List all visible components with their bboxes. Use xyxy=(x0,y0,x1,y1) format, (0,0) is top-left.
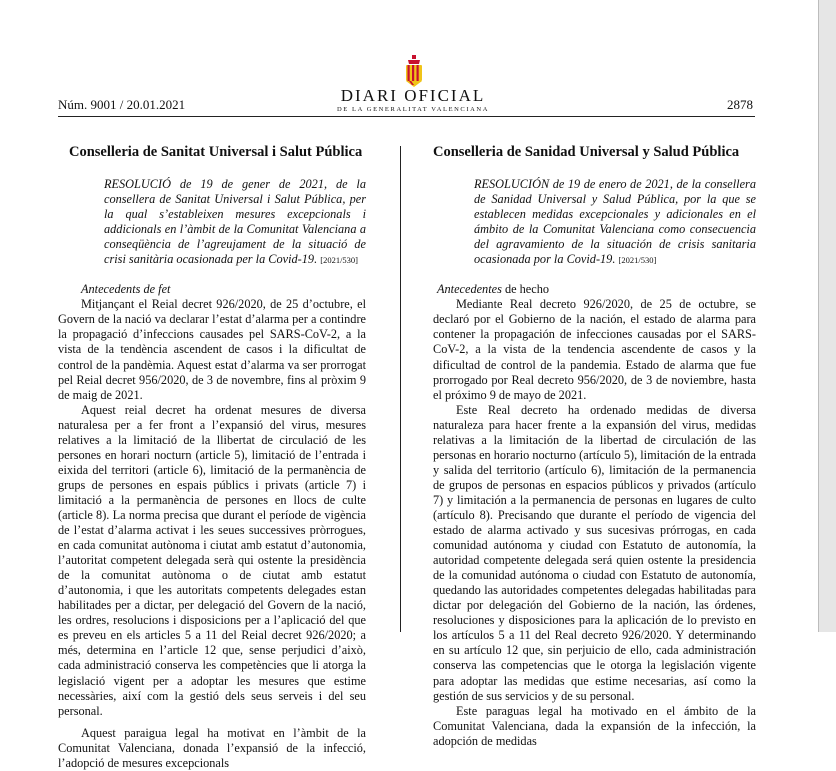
paragraph: Mitjançant el Reial decret 926/2020, de 25 d’octubre, el Govern de la nació va declarar l’estat d’alarma per a contindre la propagació d’infeccions causades pel SARS-CoV-2, a la vista de la tendència ascendent de casos i la dificultat de control de la pandèmia. Aquest estat d’alarma va ser prorrogat pel Reial decret 956/2020, de 3 de novembre, fins al pròxim 9 de maig de 2021. xyxy=(58,297,366,402)
department-title: Conselleria de Sanitat Universal i Salut Pública xyxy=(69,144,363,160)
department-title: Conselleria de Sanidad Universal y Salud Pública xyxy=(433,144,740,160)
gazette-title: DIARI OFICIAL xyxy=(340,86,486,105)
page-number: 2878 xyxy=(727,97,753,112)
section-title-italic: Antecedentes xyxy=(437,282,502,297)
resolution-summary xyxy=(474,177,756,268)
resolution-summary xyxy=(104,177,366,268)
right-column xyxy=(433,140,756,749)
section-title: Antecedents de fet xyxy=(81,282,171,297)
resolution-text: RESOLUCIÓN de 19 de enero de 2021, de la consellera de Sanidad Universal y Salud Pública, por la que se establecen medidas excepcionales y adicionales en el ámbito de la Comunitat Valenciana como consecuencia del agravamiento de la situación de crisis sanitaria ocasionada por la Covid-19. xyxy=(474,177,756,267)
section-title xyxy=(437,282,756,297)
viewer-background xyxy=(819,0,836,632)
generalitat-emblem-icon xyxy=(403,55,425,87)
paragraph: Aquest reial decret ha ordenat mesures de diversa naturalesa per a fer front a l’expansió del virus, mesures relatives a la limitació de la llibertat de circulació de les persones en horari nocturn (article 5), limitació de l’entrada i eixida del territori (article 6), limitació de la permanència de grups de persones en espais públics i privats (article 7) i limitació a la permanència de persones en llocs de culte (article 8). La norma precisa que durant el període de vigència de l’estat d’alarma activat i les seues successives pròrrogues, en cada comunitat autònoma i ciutat amb estatut d’autonomia, l’autoritat competent delegada serà qui ostente la presidència de la comunitat autònoma o de ciutat amb estatut d’autonomia, i que les autoritats competents delegades estan habilitades per a dictar, per delegació del Govern de la nació, les ordres, resolucions i disposicions per a l’aplicació del que es preveu en els articles 5 a 11 del Reial decret 926/2020; a més, determina en l’article 12 que, sense perjudici d’això, cada administració conserva les competències que li atorga la legislació vigent per a adoptar les mesures que estime necessàries, així com la gestió dels seus serveis i del seu personal. xyxy=(58,402,366,718)
paragraph-gap xyxy=(58,719,366,726)
header-rule xyxy=(58,116,755,117)
paragraph: Este Real decreto ha ordenado medidas de diversa naturaleza para hacer frente a la expansión del virus, medidas relativas a la limitación de la libertad de circulación de las personas en horario nocturno (artículo 5), limitación de la entrada y salida del territorio (artículo 6), limitación de la permanencia de grupos de personas en espacios públicos y privados (artículo 7) y limitación a la permanencia de personas en lugares de culto (artículo 8). Precisando que durante el período de vigencia del estado de alarma activado y sus sucesivas prórrogas, en cada comunidad autónoma y ciudad con Estatuto de autonomía, la autoridad competente delegada será quien ostente la presidencia de la comunidad autónoma o ciudad con Estatuto de autonomía, quedando las autoridades competentes delegadas habilitadas para dictar por delegación del Gobierno de la nación, las órdenes, resoluciones y disposiciones para la aplicación de lo previsto en los artículos 5 a 11 del Real decreto 926/2020. Y determinando en su artículo 12 que, sin perjuicio de ello, cada administración conserva las competencias que le otorga la legislación vigente para adoptar las medidas que estime necesarias, así como la gestión de sus servicios y de su personal. xyxy=(433,402,757,703)
resolution-text: RESOLUCIÓ de 19 de gener de 2021, de la consellera de Sanitat Universal i Salut Pública, per la qual s’estableixen mesures excepcionals i addicionals en l’àmbit de la Comunitat Valenciana a conseqüència de l’agreujament de la situació de crisi sanitària ocasionada per la Covid-19. xyxy=(104,177,366,267)
resolution-ref: [2021/530] xyxy=(618,255,657,266)
paragraph: Aquest paraigua legal ha motivat en l’àmbit de la Comunitat Valenciana, donada l’expansió de la infecció, l’adopció de mesures excepcionals xyxy=(58,725,366,770)
column-divider xyxy=(400,146,401,632)
resolution-ref: [2021/530] xyxy=(320,255,359,266)
gazette-subtitle: DE LA GENERALITAT VALENCIANA xyxy=(336,106,490,113)
left-column xyxy=(58,140,366,771)
paragraph: Este paraguas legal ha motivado en el ámbito de la Comunitat Valenciana, dada la expansión de la infección, la adopción de medidas xyxy=(433,703,756,748)
paragraph: Mediante Real decreto 926/2020, de 25 de octubre, se declaró por el Gobierno de la nación, el estado de alarma para contener la propagación de infecciones causadas por el SARS-CoV-2, a la vista de la tendencia ascendente de casos y la dificultad de control de la pandemia. Estado de alarma que fue prorrogado por Real decreto 956/2020, de 3 de noviembre, hasta el próximo 9 de mayo de 2021. xyxy=(433,297,756,402)
section-title-plain: de hecho xyxy=(501,282,549,297)
issue-number: Núm. 9001 / 20.01.2021 xyxy=(58,97,186,112)
